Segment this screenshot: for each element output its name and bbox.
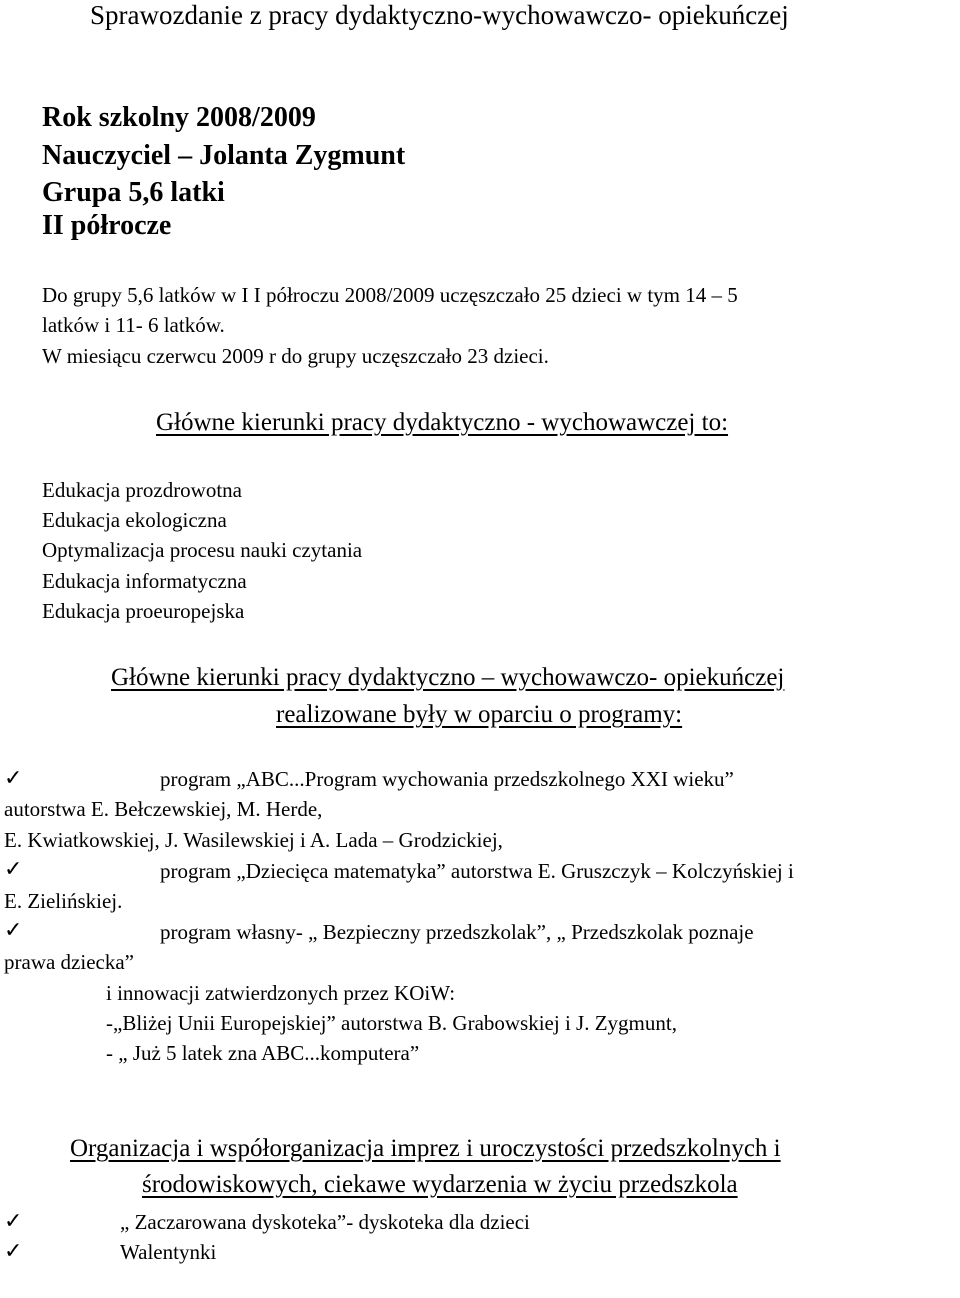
semester: II półrocze	[42, 210, 172, 241]
program-line: i innowacji zatwierdzonych przez KOiW:	[106, 981, 456, 1005]
program-line: - „ Już 5 latek zna ABC...komputera”	[106, 1041, 420, 1065]
checkmark-icon: ✓	[4, 1208, 23, 1233]
event-item: Walentynki	[120, 1240, 217, 1264]
section2-heading-line2: realizowane były w oparciu o programy:	[276, 701, 683, 728]
school-year: Rok szkolny 2008/2009	[42, 102, 316, 133]
program-line: program własny- „ Bezpieczny przedszkolak”, „ Przedszkolak poznaje	[160, 920, 754, 944]
document-title: Sprawozdanie z pracy dydaktyczno-wychowawczo- opiekuńczej	[90, 0, 789, 30]
program-line: program „Dziecięca matematyka” autorstwa E. Gruszczyk – Kolczyńskiej i	[160, 859, 794, 883]
section3-heading-line2: środowiskowych, ciekawe wydarzenia w życiu przedszkola	[142, 1171, 738, 1198]
program-line: autorstwa E. Bełczewskiej, M. Herde,	[4, 797, 323, 821]
checkmark-icon: ✓	[4, 1238, 23, 1263]
intro-line-1: Do grupy 5,6 latków w I I półroczu 2008/2009 uczęszczało 25 dzieci w tym 14 – 5	[42, 283, 738, 307]
section1-item: Edukacja proeuropejska	[42, 599, 245, 623]
program-line: E. Kwiatkowskiej, J. Wasilewskiej i A. Lada – Grodzickiej,	[4, 828, 503, 852]
section2-heading-line1: Główne kierunki pracy dydaktyczno – wychowawczo- opiekuńczej	[111, 664, 785, 691]
checkmark-icon: ✓	[4, 856, 23, 881]
program-line: E. Zielińskiej.	[4, 889, 123, 913]
program-line: prawa dziecka”	[4, 950, 134, 974]
section1-item: Edukacja prozdrowotna	[42, 478, 243, 502]
section3-heading-line1: Organizacja i współorganizacja imprez i uroczystości przedszkolnych i	[70, 1135, 781, 1162]
section1-heading: Główne kierunki pracy dydaktyczno - wychowawczej to:	[156, 409, 729, 436]
group: Grupa 5,6 latki	[42, 177, 225, 208]
intro-line-3: W miesiącu czerwcu 2009 r do grupy uczęszczało 23 dzieci.	[42, 344, 549, 368]
section1-item: Edukacja ekologiczna	[42, 508, 227, 532]
program-line: program „ABC...Program wychowania przedszkolnego XXI wieku”	[160, 767, 734, 791]
section1-item: Optymalizacja procesu nauki czytania	[42, 538, 363, 562]
intro-line-2: latków i 11- 6 latków.	[42, 313, 225, 337]
checkmark-icon: ✓	[4, 917, 23, 942]
event-item: „ Zaczarowana dyskoteka”- dyskoteka dla dzieci	[120, 1210, 530, 1234]
program-line: -„Bliżej Unii Europejskiej” autorstwa B. Grabowskiej i J. Zygmunt,	[106, 1011, 677, 1035]
checkmark-icon: ✓	[4, 765, 23, 790]
teacher: Nauczyciel – Jolanta Zygmunt	[42, 140, 406, 171]
section1-item: Edukacja informatyczna	[42, 569, 247, 593]
